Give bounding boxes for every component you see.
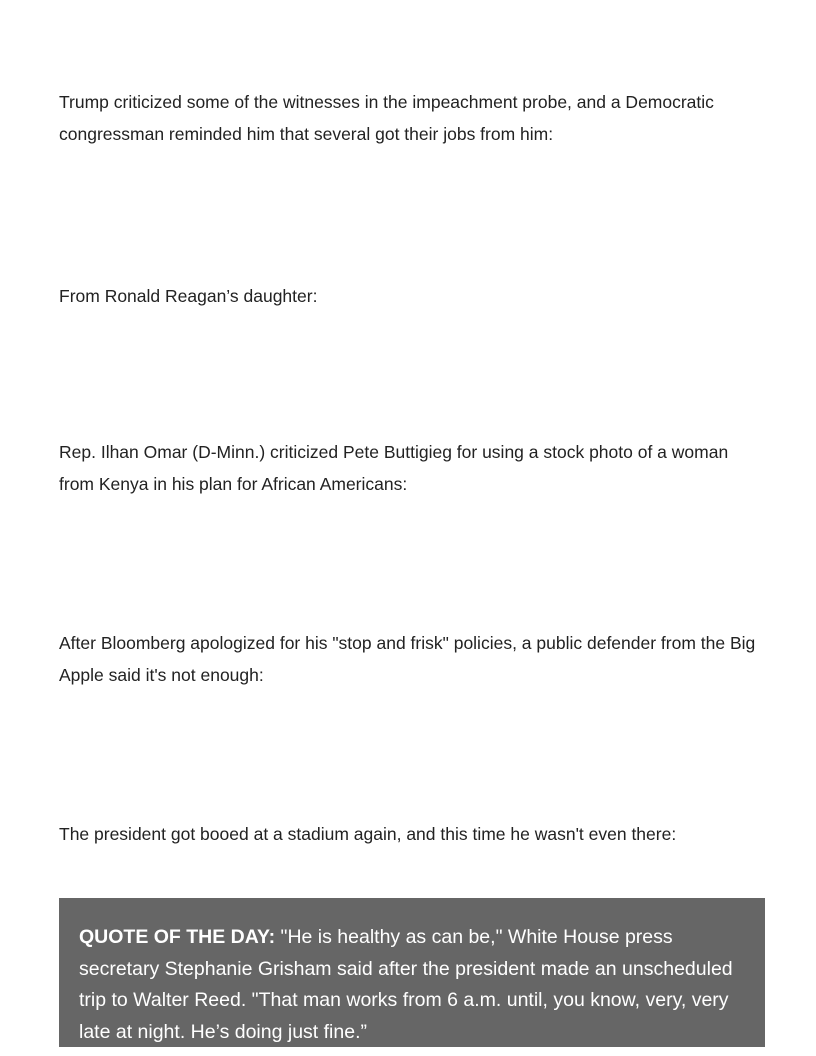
paragraph-bloomberg-stop-and-frisk: After Bloomberg apologized for his "stop and frisk" policies, a public defender from the Big Apple said it's not enough: <box>59 633 756 685</box>
paragraph-president-booed: The president got booed at a stadium again, and this time he wasn't even there: <box>59 824 677 844</box>
paragraph-impeachment-witnesses: Trump criticized some of the witnesses in the impeachment probe, and a Democratic congressman reminded him that several got their jobs from him: <box>59 92 714 144</box>
paragraph-reagan-daughter: From Ronald Reagan’s daughter: <box>59 286 318 306</box>
quote-of-the-day-label: QUOTE OF THE DAY: <box>79 926 276 948</box>
quote-of-the-day-text <box>79 922 745 1047</box>
paragraph-ilhan-omar: Rep. Ilhan Omar (D-Minn.) criticized Pete Buttigieg for using a stock photo of a woman from Kenya in his plan for African Americans: <box>59 442 729 494</box>
quote-of-the-day-box <box>59 898 765 1047</box>
quote-body: "He is healthy as can be," White House press secretary Stephanie Grisham said after the president made an unscheduled trip to Walter Reed. "That man works from 6 a.m. until, you know, very, very late at night. He’s doing just fine.” <box>79 926 733 1043</box>
